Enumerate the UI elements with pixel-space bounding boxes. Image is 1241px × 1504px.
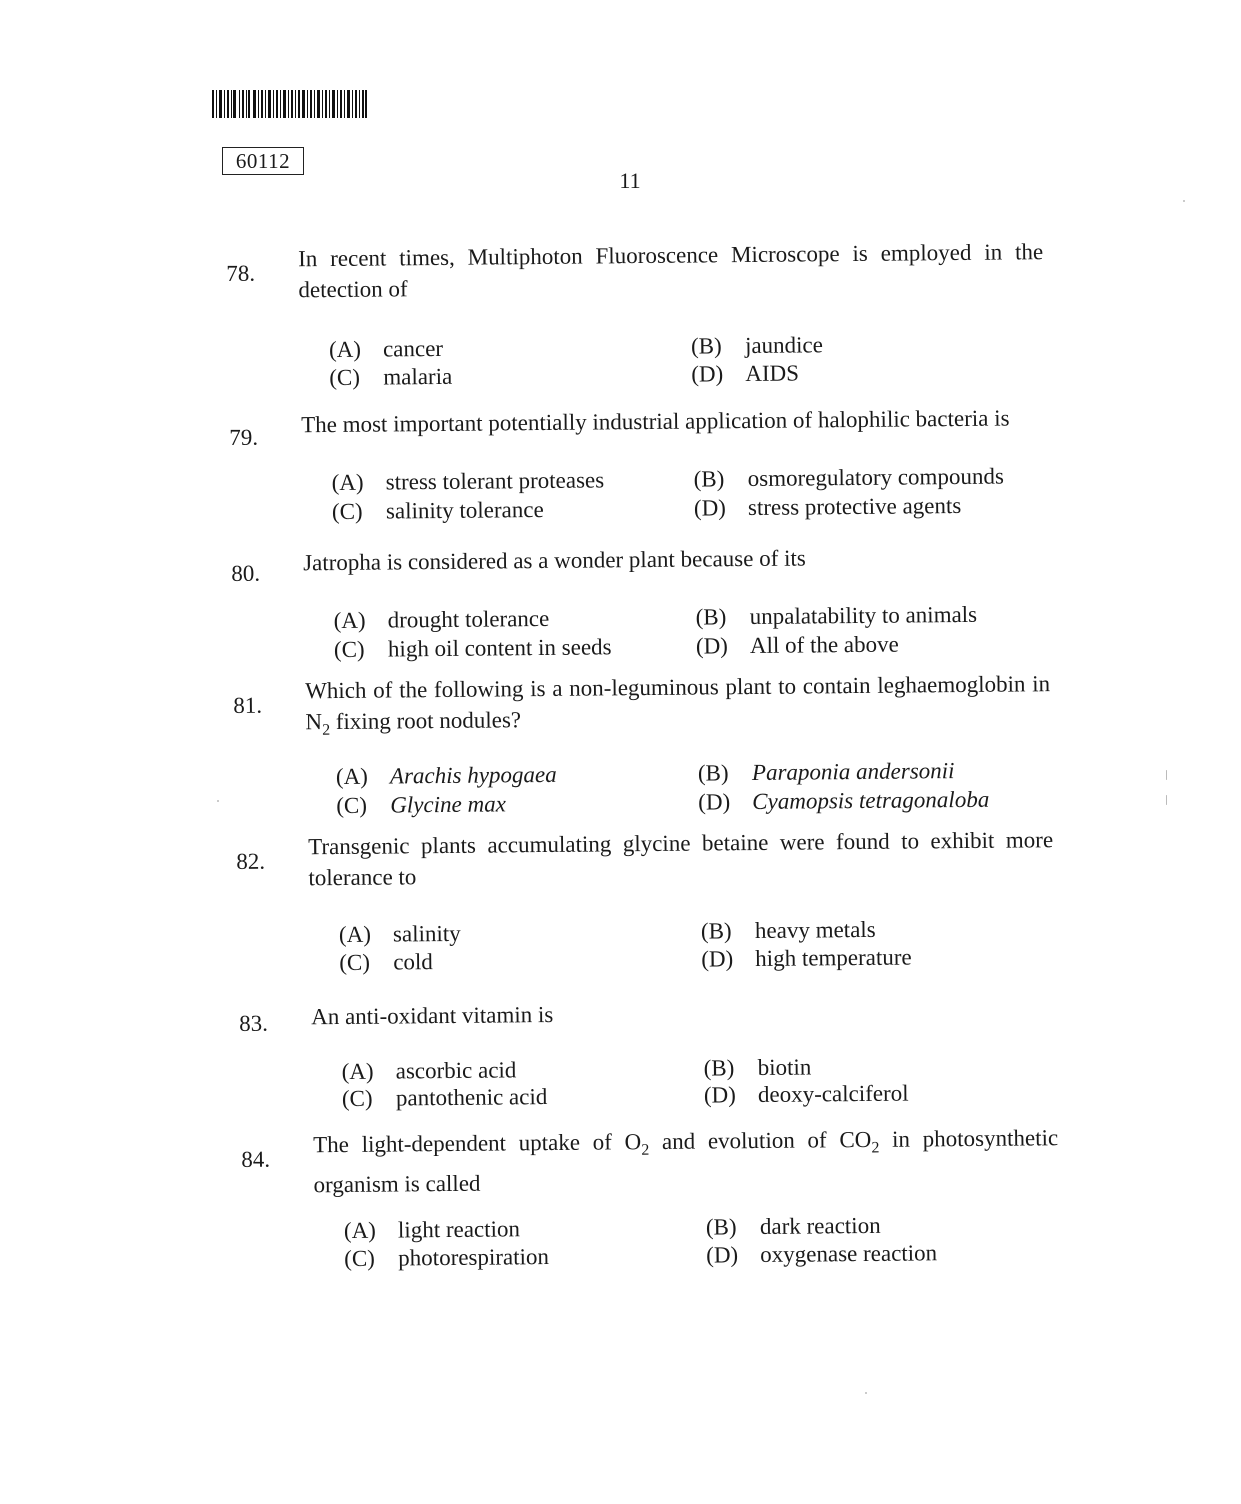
question-text-part: fixing root nodules? [329, 707, 522, 735]
question-text: The most important potentially industrial application of halophilic bacteria is [301, 405, 1010, 438]
option-label: (B) [697, 760, 729, 786]
option-text: stress tolerant proteases [385, 467, 605, 495]
option-c [342, 1081, 548, 1114]
option-c [334, 631, 612, 665]
question-82 [236, 825, 1054, 976]
option-text: salinity tolerance [385, 496, 544, 524]
option-label: (D) [698, 789, 731, 815]
option-text: pantothenic acid [395, 1084, 548, 1111]
option-label: (B) [690, 333, 722, 359]
question-83 [239, 995, 1019, 1112]
option-label: (A) [341, 1058, 374, 1085]
option-label: (A) [333, 607, 366, 634]
question-number: 79. [229, 424, 259, 450]
subscript: 2 [641, 1141, 650, 1159]
option-d [696, 629, 899, 662]
option-text: osmoregulatory compounds [747, 463, 1004, 492]
scan-speck [865, 1392, 867, 1394]
scan-speck [217, 800, 219, 802]
question-84 [241, 1123, 1059, 1272]
option-d [694, 490, 962, 524]
option-label: (C) [339, 949, 371, 976]
options [335, 754, 1036, 819]
question-text [313, 1122, 1059, 1200]
option-text: All of the above [749, 631, 899, 659]
option-label: (B) [705, 1214, 737, 1240]
option-d [701, 942, 912, 975]
option-text: oxygenase reaction [760, 1240, 938, 1268]
option-c [329, 361, 452, 393]
option-text: salinity [392, 920, 461, 947]
question-number: 82. [236, 848, 266, 874]
option-label: (B) [703, 1055, 735, 1081]
question-text-part: The light-dependent uptake of O [313, 1129, 642, 1158]
subscript: 2 [871, 1139, 880, 1157]
option-label: (D) [703, 1082, 736, 1108]
option-text: high temperature [755, 944, 912, 972]
option-text: heavy metals [754, 916, 876, 944]
option-text: light reaction [397, 1216, 521, 1243]
option-label: (C) [336, 792, 368, 819]
question-number: 80. [231, 560, 261, 586]
option-label: (D) [701, 946, 734, 972]
option-label: (B) [700, 918, 732, 944]
option-c [336, 788, 506, 821]
option-a [332, 464, 605, 498]
option-text: stress protective agents [747, 492, 962, 521]
option-label: (D) [695, 633, 729, 659]
option-text: malaria [383, 363, 453, 390]
question-text-part: Which of the following is a non-leguminous plant to contain leghaemoglobin in N [305, 671, 1051, 735]
option-label: (C) [341, 1085, 373, 1112]
option-label: (A) [328, 336, 362, 363]
question-text-part: and evolution of CO [649, 1126, 872, 1155]
question-number: 83. [239, 1010, 269, 1036]
option-c [339, 946, 433, 978]
options [338, 912, 1039, 976]
question-text: In recent times, Multiphoton Fluoroscence Microscope is employed in the detection of [298, 239, 1044, 303]
question-text-part: in photosynthetic organism is called [313, 1125, 1059, 1197]
option-d [704, 1078, 909, 1111]
option-label: (D) [691, 361, 724, 387]
option-text: cold [393, 949, 433, 975]
option-label: (C) [331, 498, 363, 525]
question-number: 81. [233, 692, 263, 718]
option-text: AIDS [745, 360, 800, 387]
subscript: 2 [322, 721, 331, 739]
options [333, 598, 1034, 663]
option-d [706, 1237, 937, 1270]
question-81 [233, 669, 1051, 819]
option-label: (B) [695, 604, 727, 630]
options [328, 327, 1029, 391]
question-80 [231, 541, 1011, 663]
options [343, 1208, 1044, 1272]
option-c [332, 494, 544, 527]
question-79 [229, 403, 1010, 525]
option-text: biotin [757, 1054, 812, 1081]
option-text: high oil content in seeds [387, 634, 612, 662]
option-a [339, 918, 461, 950]
page-number: 11 [619, 168, 641, 193]
option-label: (A) [343, 1217, 377, 1244]
option-d [691, 358, 799, 390]
option-label: (C) [329, 364, 361, 391]
options [341, 1049, 1042, 1112]
option-label: (B) [693, 466, 725, 492]
option-b [696, 599, 978, 633]
option-text: unpalatability to animals [749, 601, 978, 630]
option-text: photorespiration [398, 1244, 550, 1271]
option-label: (C) [344, 1245, 376, 1272]
question-text [305, 668, 1051, 746]
barcode-image [212, 90, 367, 118]
question-number: 78. [226, 260, 256, 286]
option-label: (A) [331, 469, 364, 496]
option-c [344, 1241, 549, 1274]
option-text: Arachis hypogaea [389, 761, 557, 789]
question-78 [226, 237, 1044, 391]
question-text: An anti-oxidant vitamin is [311, 1001, 554, 1030]
option-text: cancer [382, 335, 444, 362]
option-b [691, 329, 823, 361]
option-d [698, 784, 989, 818]
option-text: Paraponia andersonii [751, 758, 955, 786]
option-label: (A) [335, 763, 369, 790]
option-label: (C) [333, 636, 365, 663]
option-text: Cyamopsis tetragonaloba [752, 786, 990, 815]
option-a [334, 603, 550, 636]
option-label: (A) [338, 921, 372, 948]
options [331, 460, 1032, 525]
question-number: 84. [241, 1146, 271, 1172]
option-label: (D) [706, 1242, 739, 1268]
question-text: Transgenic plants accumulating glycine betaine were found to exhibit more tolerance to [308, 827, 1054, 891]
option-text: drought tolerance [387, 605, 550, 633]
option-text: jaundice [744, 332, 824, 359]
scan-speck [1166, 795, 1167, 805]
question-text: Jatropha is considered as a wonder plant because of its [303, 545, 806, 576]
scan-speck [1183, 200, 1185, 202]
scan-speck [1166, 770, 1167, 780]
option-label: (D) [693, 495, 727, 521]
option-text: Glycine max [390, 791, 506, 818]
option-a [336, 759, 557, 792]
option-text: dark reaction [759, 1212, 881, 1240]
option-text: deoxy-calciferol [757, 1080, 909, 1108]
option-text: ascorbic acid [395, 1057, 517, 1084]
paper-code-box: 60112 [222, 147, 304, 175]
